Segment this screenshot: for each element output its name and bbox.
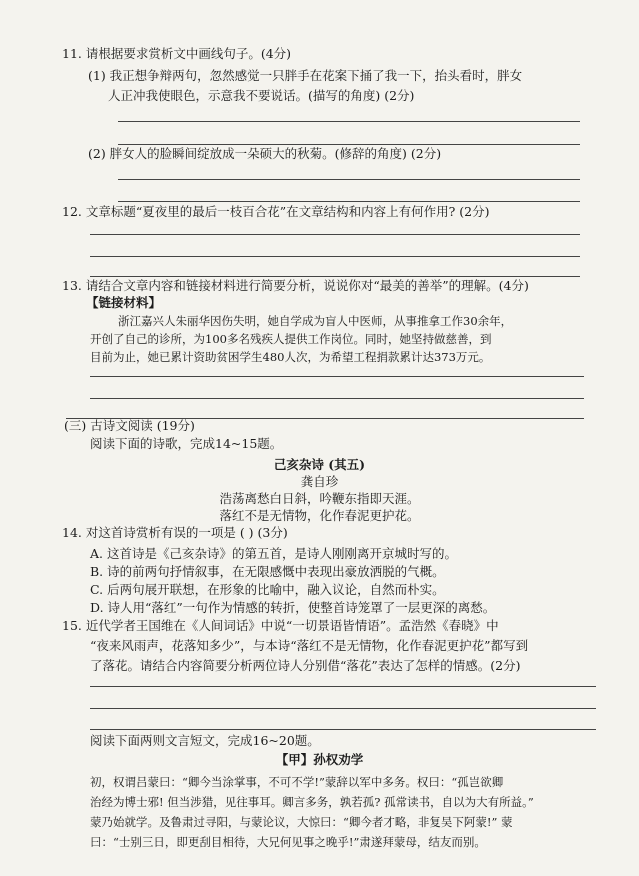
q14-option-c: C. 后两句展开联想，在形象的比喻中，融入议论，自然而朴实。 xyxy=(90,582,445,597)
answer-line xyxy=(90,234,580,235)
q11-part1-line1: (1) 我正想争辩两句，忽然感觉一只胖手在花案下捅了我一下，抬头看时，胖女 xyxy=(88,68,523,83)
classical-line2: 治经为博士邪! 但当涉猎，见往事耳。卿言多务，孰若孤? 孤常读书，自以为大有所益。” xyxy=(90,795,534,809)
answer-line xyxy=(90,686,596,687)
q15-line3: 了落花。请结合内容简要分析两位诗人分别借“落花”表达了怎样的情感。(2分) xyxy=(90,658,521,673)
poem-title: 己亥杂诗 (其五) xyxy=(273,457,366,472)
q13-material-line2: 开创了自己的诊所，为100多名残疾人提供工作岗位。同时，她坚持做慈善，到 xyxy=(90,332,492,346)
q11-part1-line2: 人正冲我使眼色，示意我不要说话。(描写的角度) (2分) xyxy=(108,88,415,103)
q13-material-label: 【链接材料】 xyxy=(86,295,162,310)
classical-line1: 初，权谓吕蒙曰：“卿今当涂掌事，不可不学!”蒙辞以军中多务。权曰：“孤岂欲卿 xyxy=(90,775,504,789)
answer-line xyxy=(90,276,580,277)
answer-line xyxy=(90,708,596,709)
classical-intro: 阅读下面两则文言短文，完成16~20题。 xyxy=(90,733,320,748)
q12-title: 12. 文章标题“夏夜里的最后一枝百合花”在文章结构和内容上有何作用? (2分) xyxy=(62,204,490,219)
answer-line xyxy=(118,121,580,122)
q14-option-a: A. 这首诗是《己亥杂诗》的第五首，是诗人刚刚离开京城时写的。 xyxy=(90,546,457,561)
q11-part2: (2) 胖女人的脸瞬间绽放成一朵硕大的秋菊。(修辞的角度) (2分) xyxy=(88,146,442,161)
answer-line xyxy=(90,256,580,257)
section3-intro: 阅读下面的诗歌，完成14~15题。 xyxy=(90,436,283,451)
section3-title: (三) 古诗文阅读 (19分) xyxy=(64,418,195,433)
answer-line xyxy=(118,144,580,145)
q14-option-b: B. 诗的前两句抒情叙事，在无限感慨中表现出豪放洒脱的气概。 xyxy=(90,564,445,579)
q14-title: 14. 对这首诗赏析有误的一项是 ( ) (3分) xyxy=(62,525,288,540)
answer-line xyxy=(90,729,596,730)
q15-line1: 15. 近代学者王国维在《人间词话》中说“一切景语皆情语”。孟浩然《春晓》中 xyxy=(62,618,499,633)
answer-line xyxy=(118,179,580,180)
classical-line3: 蒙乃始就学。及鲁肃过寻阳，与蒙论议，大惊曰：“卿今者才略，非复吴下阿蒙!” 蒙 xyxy=(90,815,513,829)
q13-material-line1: 浙江嘉兴人朱丽华因伤失明，她自学成为盲人中医师，从事推拿工作30余年， xyxy=(118,314,513,328)
answer-line xyxy=(90,398,584,399)
classical-title: 【甲】孙权劝学 xyxy=(275,752,364,767)
q11-title: 11. 请根据要求赏析文中画线句子。(4分) xyxy=(62,46,292,61)
answer-line xyxy=(90,376,584,377)
poem-author: 龚自珍 xyxy=(300,474,339,489)
poem-line-2: 落红不是无情物，化作春泥更护花。 xyxy=(219,508,420,523)
q15-line2: “夜来风雨声，花落知多少”，与本诗“落红不是无情物，化作春泥更护花”都写到 xyxy=(90,638,529,653)
q13-material-line3: 目前为止，她已累计资助贫困学生480人次，为希望工程捐款累计达373万元。 xyxy=(90,350,491,364)
answer-line xyxy=(118,201,580,202)
poem-line-1: 浩荡离愁白日斜，吟鞭东指即天涯。 xyxy=(219,491,420,506)
q13-title: 13. 请结合文章内容和链接材料进行简要分析，说说你对“最美的善举”的理解。(4分) xyxy=(62,278,529,293)
q14-option-d: D. 诗人用“落红”一句作为情感的转折，使整首诗笼罩了一层更深的离愁。 xyxy=(90,600,496,615)
classical-line4: 曰：“士别三日，即更刮目相待，大兄何见事之晚乎!”肃遂拜蒙母，结友而别。 xyxy=(90,835,486,849)
